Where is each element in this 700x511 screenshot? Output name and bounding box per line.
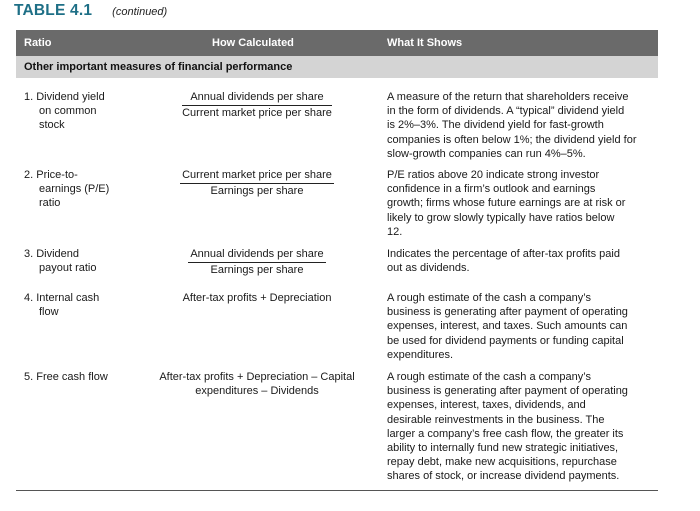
- description-line: confidence in a firm’s outlook and earnings: [387, 183, 596, 196]
- ratio-cell: [24, 370, 134, 384]
- description-cell: [387, 291, 655, 362]
- ratio-line: 5. Free cash flow: [24, 371, 108, 383]
- fraction-denominator: Current market price per share: [182, 107, 332, 120]
- description-cell: [387, 370, 655, 484]
- description-line: expenses, interest, taxes, dividends, and: [387, 399, 586, 412]
- calculation-cell: [144, 168, 370, 198]
- description-line: expenses, interest, and taxes. Such amounts can: [387, 320, 628, 333]
- fraction: [188, 247, 325, 277]
- description-line: Indicates the percentage of after-tax profits paid: [387, 248, 620, 260]
- calculation-cell: [144, 291, 370, 305]
- calculation-cell: [134, 370, 380, 398]
- description-line: ability to internally fund new strategic initiatives,: [387, 442, 619, 455]
- description-line: P/E ratios above 20 indicate strong investor: [387, 169, 600, 181]
- description-line: is 2%–3%. The dividend yield for fast-growth: [387, 119, 604, 132]
- fraction-denominator: Earnings per share: [210, 185, 304, 198]
- table-header: [16, 30, 658, 56]
- description-line: growth; firms whose future earnings are at risk or: [387, 197, 626, 210]
- ratio-cell: [24, 90, 124, 133]
- ratio-line: earnings (P/E): [39, 183, 110, 196]
- ratio-cell: [24, 168, 124, 211]
- description-line: business is generating after payment of operating: [387, 306, 628, 319]
- description-line: 12.: [387, 225, 403, 238]
- table-title: [14, 2, 167, 24]
- description-line: A rough estimate of the cash a company’s: [387, 371, 592, 383]
- ratio-line: on common: [39, 105, 97, 118]
- description-cell: [387, 90, 655, 161]
- calculation-cell: [144, 90, 370, 120]
- calculation-line: expenditures – Dividends: [195, 385, 319, 398]
- description-line: likely to grow slowly typically have ratios below: [387, 211, 615, 224]
- description-line: repay debt, make new acquisitions, repurchase: [387, 456, 617, 469]
- table-bottom-rule: [16, 490, 658, 491]
- column-header-what-it-shows: What It Shows: [387, 37, 463, 49]
- column-header-how-calculated: How Calculated: [212, 37, 294, 49]
- ratio-line: 4. Internal cash: [24, 292, 100, 304]
- ratio-line: ratio: [39, 197, 61, 210]
- description-line: companies is often below 1%; the dividend yield for: [387, 133, 637, 146]
- table-number: TABLE 4.1: [14, 2, 93, 19]
- description-line: in the form of dividends. A “typical” dividend yield: [387, 105, 625, 118]
- description-line: shares of stock, or increase dividend payments.: [387, 470, 620, 483]
- description-line: expenditures.: [387, 348, 454, 361]
- description-cell: [387, 168, 655, 239]
- description-line: A rough estimate of the cash a company’s: [387, 292, 592, 304]
- calculation-line: After-tax profits + Depreciation – Capital: [159, 371, 355, 383]
- ratio-line: 3. Dividend: [24, 248, 80, 260]
- column-header-ratio: Ratio: [24, 37, 52, 49]
- section-heading-text: Other important measures of financial performance: [24, 61, 293, 73]
- section-heading: [16, 56, 658, 78]
- ratio-cell: [24, 247, 124, 275]
- ratio-line: payout ratio: [39, 262, 97, 275]
- description-line: out as dividends.: [387, 262, 470, 275]
- fraction-denominator: Earnings per share: [210, 264, 304, 277]
- ratio-line: stock: [39, 119, 65, 132]
- description-cell: [387, 247, 655, 275]
- description-line: business is generating after payment of operating: [387, 385, 628, 398]
- calculation-line: After-tax profits + Depreciation: [182, 292, 332, 304]
- description-line: larger a company’s free cash flow, the greater its: [387, 427, 624, 440]
- ratio-cell: [24, 291, 124, 319]
- ratio-line: flow: [39, 306, 59, 319]
- calculation-cell: [144, 247, 370, 277]
- description-line: A measure of the return that shareholders receive: [387, 91, 629, 103]
- fraction-numerator: Annual dividends per share: [182, 90, 332, 106]
- fraction: [182, 90, 332, 120]
- fraction: [180, 168, 334, 198]
- description-line: slow-growth companies can run 4%–5%.: [387, 147, 586, 160]
- ratio-line: 1. Dividend yield: [24, 91, 105, 103]
- fraction-numerator: Current market price per share: [180, 168, 334, 184]
- description-line: be used for dividend payments or funding capital: [387, 334, 624, 347]
- fraction-numerator: Annual dividends per share: [188, 247, 325, 263]
- ratio-line: 2. Price-to-: [24, 169, 78, 181]
- description-line: desirable reinvestments in the business. The: [387, 413, 605, 426]
- continued-note: (continued): [112, 6, 168, 18]
